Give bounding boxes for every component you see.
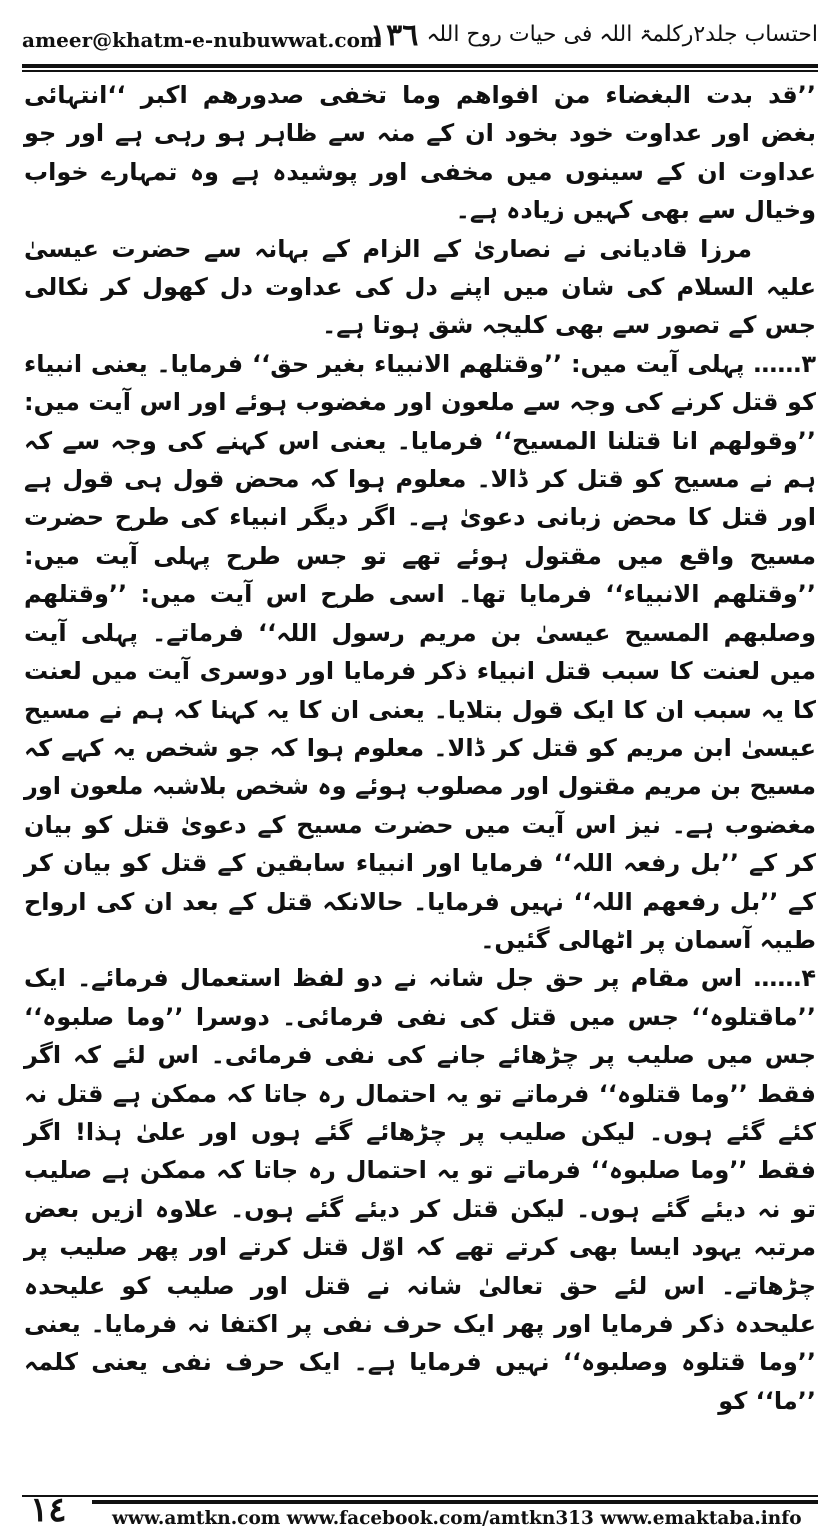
paragraph-2: مرزا قادیانی نے نصاریٰ کے الزام کے بہانہ سے حضرت عیسیٰ علیہ السلام کی شان میں اپنے دل کی عداوت دل کھول کر نکالی جس کے تصور سے بھی کلیجہ شق ہوتا ہے۔ [24,234,816,340]
paragraph-1: ’’قد بدت البغضاء من افواھم وما تخفی صدورھم اکبر ‘‘انتہائی بغض اور عداوت خود بخود ان کے منہ سے ظاہر ہو رہی ہے اور جو عداوت ان کے سینوں میں مخفی اور پوشیدہ ہے وہ تمہارے خواب وخیال سے بھی کہیں زیادہ ہے۔ [24,81,816,225]
header-page-number: ١٣٦ [370,18,419,53]
header-email[interactable]: ameer@khatm-e-nubuwwat.com [22,28,382,52]
paragraph-4: ۴…… اس مقام پر حق جل شانہ نے دو لفظ استعمال فرمائے۔ ایک ’’ماقتلوہ‘‘ جس میں قتل کی نفی فرمائی۔ دوسرا ’’وما صلبوہ‘‘ جس میں صلیب پر چڑھائے جانے کی نفی فرمائی۔ اس لئے کہ اگر فقط ’’وما قتلوہ‘‘ فرماتے تو یہ احتمال رہ جاتا کہ ممکن ہے قتل نہ کئے گئے ہوں۔ لیکن صلیب پر چڑھائے گئے ہوں اور علیٰ ہذا! اگر فقط ’’وما صلبوہ‘‘ فرماتے تو یہ احتمال رہ جاتا کہ ممکن ہے صلیب تو نہ دیئے گئے ہوں۔ لیکن قتل کر دیئے گئے ہوں۔ علاوہ ازیں بعض مرتبہ یہود ایسا بھی کرتے تھے کہ اوّل قتل کرتے اور پھر صلیب پر چڑھاتے۔ اس لئے حق تعالیٰ شانہ نے قتل اور صلیب کو علیحدہ علیحدہ ذکر فرمایا اور پھر ایک حرف نفی پر اکتفا نہ فرمایا۔ یعنی ’’وما قتلوہ وصلبوہ‘‘ نہیں فرمایا ہے۔ ایک حرف نفی یعنی کلمہ ’’ما‘‘ کو [24,964,817,1415]
footer-page-number: ١٤ [30,1490,67,1530]
footer-rule-thin [22,1495,818,1497]
header-rule-thick [22,64,818,68]
footer-rule-thick [92,1500,818,1504]
page-body-text [24,76,816,1420]
header-book-title: احتساب جلد۲رکلمۃ اللہ فی حیات روح اللہ [426,22,818,47]
paragraph-3: ۳…… پہلی آیت میں: ’’وقتلھم الانبیاء بغیر حق‘‘ فرمایا۔ یعنی انبیاء کو قتل کرنے کی وجہ سے ملعون اور مغضوب ہوئے اور اس آیت میں: ’’وقولھم انا قتلنا المسیح‘‘ فرمایا۔ یعنی اس کہنے کی وجہ سے کہ ہم نے مسیح کو قتل کر ڈالا۔ معلوم ہوا کہ محض قول ہی قول ہے اور قتل کا محض زبانی دعویٰ ہے۔ اگر دیگر انبیاء کی طرح حضرت مسیح واقع میں مقتول ہوئے تھے تو جس طرح پہلی آیت میں: ’’وقتلھم الانبیاء‘‘ فرمایا تھا۔ اسی طرح اس آیت میں: ’’وقتلھم وصلبھم المسیح عیسیٰ بن مریم رسول اللہ‘‘ فرماتے۔ پہلی آیت میں لعنت کا سبب قتل انبیاء ذکر فرمایا اور دوسری آیت میں لعنت کا یہ سبب ان کا ایک قول بتلایا۔ یعنی ان کا یہ کہنا کہ ہم نے مسیح عیسیٰ ابن مریم کو قتل کر ڈالا۔ معلوم ہوا کہ جو شخص یہ کہے کہ مسیح بن مریم مقتول اور مصلوب ہوئے وہ شخص بلاشبہ ملعون اور مغضوب ہے۔ نیز اس آیت میں حضرت مسیح کے دعویٰ قتل کو بیان کر کے ’’بل رفعہ اللہ‘‘ فرمایا اور انبیاء سابقین کے قتل کو بیان کر کے ’’بل رفعھم اللہ‘‘ نہیں فرمایا۔ حالانکہ قتل کے بعد ان کی ارواح طیبہ آسمان پر اٹھالی گئیں۔ [24,349,816,954]
page-header [22,14,818,64]
header-rule-thin [22,70,818,72]
footer-links[interactable]: www.amtkn.com www.facebook.com/amtkn313 www.emaktaba.info [112,1508,802,1529]
